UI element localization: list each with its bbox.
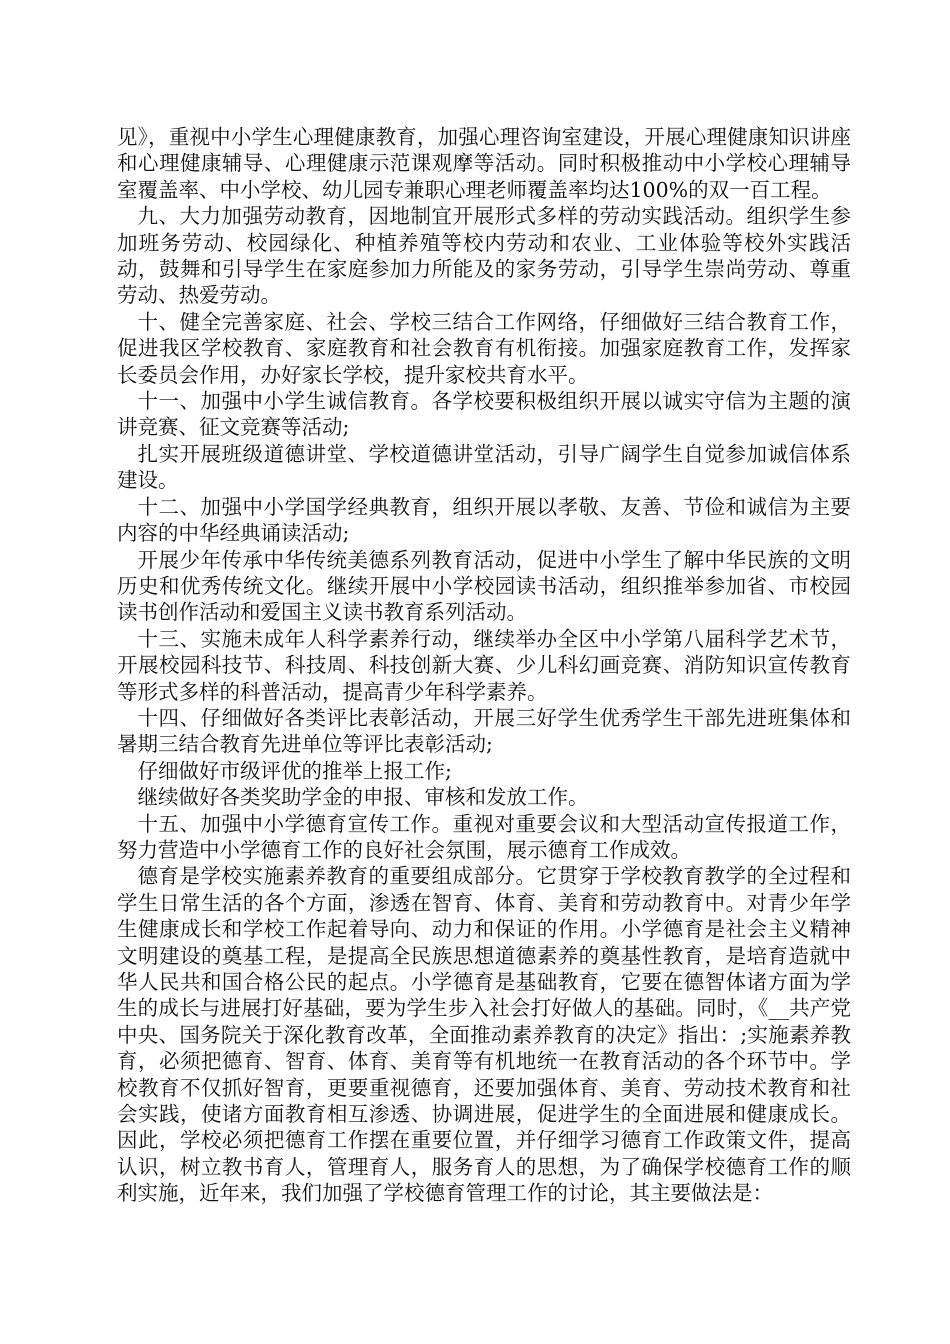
paragraph-8: 十三、实施未成年人科学素养行动，继续举办全区中小学第八届科学艺术节，开展校园科技节、科技周、科技创新大赛、少儿科幻画竞赛、消防知识宣传教育等形式多样的科普活动，提高青少年科学素养。: [117, 626, 851, 704]
paragraph-11: 继续做好各类奖助学金的申报、审核和发放工作。: [137, 785, 589, 810]
paragraph-2: 九、大力加强劳动教育，因地制宜开展形式多样的劳动实践活动。组织学生参加班务劳动、校园绿化、种植养殖等校内劳动和农业、工业体验等校外实践活动，鼓舞和引导学生在家庭参加力所能及的家务劳动，引导学生崇尚劳动、尊重劳动、热爱劳动。: [117, 204, 851, 308]
paragraph-9: 十四、仔细做好各类评比表彰活动，开展三好学生优秀学生干部先进班集体和暑期三结合教育先进单位等评比表彰活动;: [117, 705, 851, 757]
paragraph-7: 开展少年传承中华传统美德系列教育活动，促进中小学生了解中华民族的文明历史和优秀传统文化。继续开展中小学校园读书活动，组织推举参加省、市校园读书创作活动和爱国主义读书教育系列活动。: [117, 547, 851, 625]
paragraph-5: 扎实开展班级道德讲堂、学校道德讲堂活动，引导广阔学生自觉参加诚信体系建设。: [117, 441, 851, 493]
paragraph-4: 十一、加强中小学生诚信教育。各学校要积极组织开展以诚实守信为主题的演讲竞赛、征文竞赛等活动;: [117, 389, 851, 440]
paragraph-13: 德育是学校实施素养教育的重要组成部分。它贯穿于学校教育教学的全过程和学生日常生活的各个方面，渗透在智育、体育、美育和劳动教育中。对青少年学生健康成长和学校工作起着导向、动力和保证的作用。小学德育是社会主义精神文明建设的奠基工程，是提高全民族思想道德素养的奠基性教育，是培育造就中华人民共和国合格公民的起点。小学德育是基础教育，它要在德智体诸方面为学生的成长与进展打好基础，要为学生步入社会打好做人的基础。同时，《__共产党中央、国务院关于深化教育改革，全面推动素养教育的决定》指出：;实施素养教育，必须把德育、智育、体育、美育等有机地统一在教育活动的各个环节中。学校教育不仅抓好智育，更要重视德育，还要加强体育、美育、劳动技术教育和社会实践，使诸方面教育相互渗透、协调进展，促进学生的全面进展和健康成长。因此，学校必须把德育工作摆在重要位置，并仔细学习德育工作政策文件，提高认识，树立教书育人，管理育人，服务育人的思想，为了确保学校德育工作的顺利实施，近年来，我们加强了学校德育管理工作的讨论，其主要做法是：: [117, 864, 851, 1206]
paragraph-10: 仔细做好市级评优的推举上报工作;: [137, 758, 452, 783]
paragraph-3: 十、健全完善家庭、社会、学校三结合工作网络，仔细做好三结合教育工作，促进我区学校教育、家庭教育和社会教育有机衔接。加强家庭教育工作，发挥家长委员会作用，办好家长学校，提升家校共育水平。: [117, 309, 851, 387]
paragraph-12: 十五、加强中小学德育宣传工作。重视对重要会议和大型活动宣传报道工作，努力营造中小学德育工作的良好社会氛围，展示德育工作成效。: [117, 811, 851, 862]
paragraph-6: 十二、加强中小学国学经典教育，组织开展以孝敬、友善、节俭和诚信为主要内容的中华经典诵读活动;: [117, 494, 851, 546]
document-body: [117, 124, 851, 1207]
paragraph-1: 见》，重视中小学生心理健康教育，加强心理咨询室建设，开展心理健康知识讲座和心理健康辅导、心理健康示范课观摩等活动。同时积极推动中小学校心理辅导室覆盖率、中小学校、幼儿园专兼职心理老师覆盖率均达100%的双一百工程。: [117, 125, 851, 202]
